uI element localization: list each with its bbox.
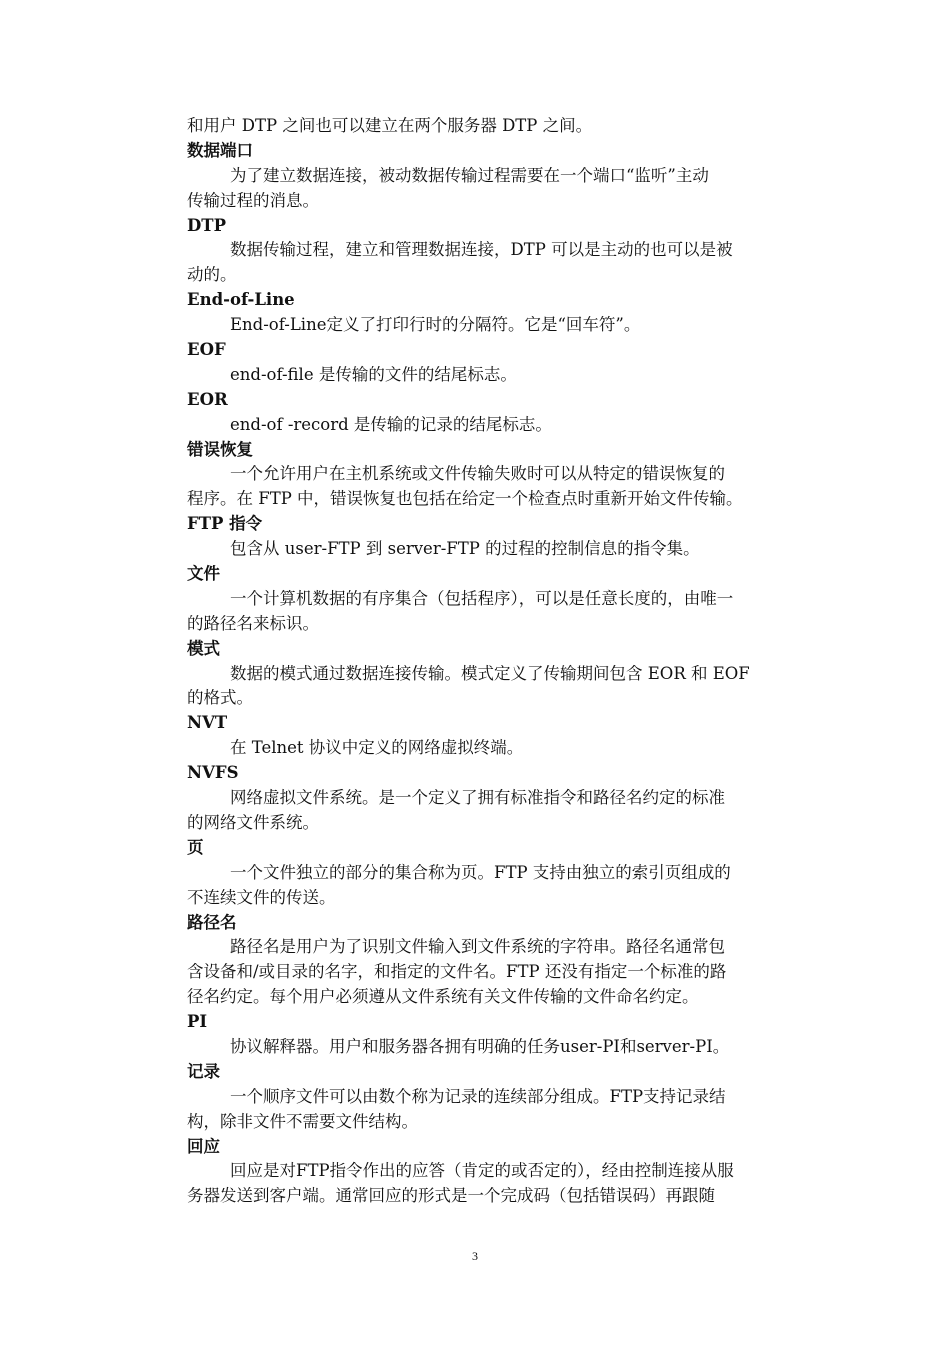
definition-first-line: End-of-Line定义了打印行时的分隔符。它是“回车符”。 xyxy=(230,315,641,335)
definition-continuation-line: 和用户 DTP 之间也可以建立在两个服务器 DTP 之间。 xyxy=(187,116,593,135)
glossary-term: EOF xyxy=(187,340,226,360)
definition-continuation-line: 不连续文件的传送。 xyxy=(187,887,336,907)
glossary-term: End-of-Line xyxy=(187,290,295,310)
definition-continuation-line: 含设备和/或目录的名字，和指定的文件名。FTP 还没有指定一个标准的路 xyxy=(187,962,727,982)
definition-first-line: 一个顺序文件可以由数个称为记录的连续部分组成。FTP支持记录结 xyxy=(230,1086,726,1106)
definition-first-line: end-of -record 是传输的记录的结尾标志。 xyxy=(230,414,552,434)
definition-continuation-line: 构，除非文件不需要文件结构。 xyxy=(187,1111,418,1131)
definition-first-line: 数据传输过程，建立和管理数据连接，DTP 可以是主动的也可以是被 xyxy=(230,240,733,260)
definition-first-line: 为了建立数据连接，被动数据传输过程需要在一个端口“监听”主动 xyxy=(230,165,709,185)
definition-first-line: 协议解释器。用户和服务器各拥有明确的任务user-PI和server-PI。 xyxy=(230,1036,730,1056)
glossary-term: 路径名 xyxy=(187,912,237,932)
glossary-term: DTP xyxy=(187,215,226,235)
definition-continuation-line: 径名约定。每个用户必须遵从文件系统有关文件传输的文件命名约定。 xyxy=(187,987,699,1007)
definition-first-line: end-of-file 是传输的文件的结尾标志。 xyxy=(230,364,517,384)
definition-first-line: 一个允许用户在主机系统或文件传输失败时可以从特定的错误恢复的 xyxy=(230,464,725,484)
glossary-term: 模式 xyxy=(187,638,220,658)
glossary-term: NVT xyxy=(187,713,228,733)
glossary-term: FTP 指令 xyxy=(187,514,263,534)
glossary-term: PI xyxy=(187,1012,208,1032)
glossary-term: 错误恢复 xyxy=(187,439,253,459)
definition-continuation-line: 的格式。 xyxy=(187,688,253,708)
definition-continuation-line: 的网络文件系统。 xyxy=(187,812,319,832)
definition-first-line: 包含从 user-FTP 到 server-FTP 的过程的控制信息的指令集。 xyxy=(230,539,700,559)
glossary-term: 回应 xyxy=(187,1136,220,1156)
definition-continuation-line: 的路径名来标识。 xyxy=(187,613,319,633)
page-number: 3 xyxy=(472,1249,478,1263)
glossary-term: 数据端口 xyxy=(187,140,253,160)
glossary-term: EOR xyxy=(187,389,228,409)
definition-first-line: 一个文件独立的部分的集合称为页。FTP 支持由独立的索引页组成的 xyxy=(230,862,731,882)
document-body xyxy=(187,114,807,1209)
definition-continuation-line: 程序。在 FTP 中，错误恢复也包括在给定一个检查点时重新开始文件传输。 xyxy=(187,489,743,509)
definition-continuation-line: 务器发送到客户端。通常回应的形式是一个完成码（包括错误码）再跟随 xyxy=(187,1186,715,1206)
definition-first-line: 在 Telnet 协议中定义的网络虚拟终端。 xyxy=(230,738,524,758)
definition-first-line: 回应是对FTP指令作出的应答（肯定的或否定的），经由控制连接从服 xyxy=(230,1161,734,1181)
definition-first-line: 数据的模式通过数据连接传输。模式定义了传输期间包含 EOR 和 EOF xyxy=(230,663,750,683)
definition-first-line: 网络虚拟文件系统。是一个定义了拥有标准指令和路径名约定的标准 xyxy=(230,788,725,808)
definition-first-line: 路径名是用户为了识别文件输入到文件系统的字符串。路径名通常包 xyxy=(230,937,725,957)
glossary-term: 记录 xyxy=(187,1061,220,1081)
glossary-term: 页 xyxy=(187,837,204,857)
glossary-term: 文件 xyxy=(187,564,220,584)
definition-first-line: 一个计算机数据的有序集合（包括程序），可以是任意长度的，由唯一 xyxy=(230,588,734,608)
glossary-term: NVFS xyxy=(187,763,239,783)
definition-continuation-line: 动的。 xyxy=(187,265,237,285)
definition-continuation-line: 传输过程的消息。 xyxy=(187,190,319,210)
